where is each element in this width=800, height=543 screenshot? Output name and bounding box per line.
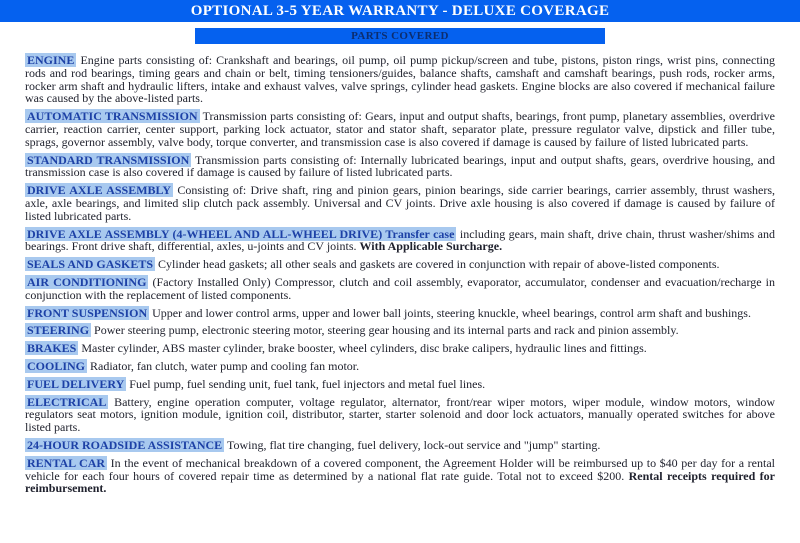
section-heading: SEALS AND GASKETS — [27, 257, 154, 272]
parts-covered-wrap — [0, 28, 800, 44]
section-automatic-transmission — [25, 110, 775, 148]
section-engine — [25, 54, 775, 105]
parts-covered-bar — [195, 28, 605, 44]
section-fuel-delivery — [25, 378, 775, 391]
section-body: Transmission parts consisting of: Internally lubricated bearings, input and output shafts, gears, overdrive housing, and transmission case is also covered if damage is caused by failure of listed lubricated parts. — [25, 152, 775, 180]
section-bold-note: With Applicable Surcharge. — [359, 239, 503, 254]
section-heading: AIR CONDITIONING — [27, 274, 147, 289]
section-drive-axle-assembly-4wd-awd — [25, 228, 775, 254]
section-body: Upper and lower control arms, upper and lower ball joints, steering knuckle, wheel bearings, control arm shaft and bushings. — [152, 305, 751, 320]
section-heading: STEERING — [27, 323, 90, 338]
section-heading: DRIVE AXLE ASSEMBLY — [27, 183, 172, 198]
section-24-hour-roadside-assistance — [25, 439, 775, 452]
warranty-title-bar — [0, 0, 800, 22]
section-body: Towing, flat tire changing, fuel delivery, lock-out service and "jump" starting. — [226, 437, 601, 452]
section-cooling — [25, 360, 775, 373]
section-front-suspension — [25, 307, 775, 320]
section-heading: DRIVE AXLE ASSEMBLY (4-WHEEL AND ALL-WHEEL DRIVE) Transfer case — [27, 226, 455, 241]
section-body: Radiator, fan clutch, water pump and cooling fan motor. — [90, 358, 360, 373]
section-heading: BRAKES — [27, 341, 77, 356]
section-body: Cylinder head gaskets; all other seals and gaskets are covered in conjunction with repair of above-listed components. — [158, 257, 720, 272]
section-air-conditioning — [25, 276, 775, 302]
section-heading: AUTOMATIC TRANSMISSION — [27, 109, 198, 124]
section-body: Consisting of: Drive shaft, ring and pinion gears, pinion bearings, side carrier bearings, carrier assembly, thrust washers, axle, axle bearings, and limited slip clutch pack assembly. Universal and CV joints. Drive axle housing is also covered if damage is caused by failure of listed lubricated parts. — [25, 183, 775, 223]
section-body: including gears, main shaft, drive chain, thrust washer/shims and bearings. Front drive shaft, differential, axles, u-joints and CV joints. — [25, 226, 775, 254]
section-heading: COOLING — [27, 358, 86, 373]
section-body: Transmission parts consisting of: Gears, input and output shafts, bearings, front pump, planetary assemblies, overdrive carrier, reaction carrier, center support, parking lock actuator, stator and stator shaft, separator plate, pressure regulator valve, dipstick and filler tube, sprags, governor assembly, valve body, torque converter, and transmission case is also covered if damage is caused by failure of listed lubricated parts. — [25, 109, 775, 149]
section-body: Fuel pump, fuel sending unit, fuel tank, fuel injectors and metal fuel lines. — [129, 376, 486, 391]
section-seals-and-gaskets — [25, 258, 775, 271]
section-body: Power steering pump, electronic steering motor, steering gear housing and its internal parts and rack and pinion assembly. — [94, 323, 679, 338]
warranty-title: OPTIONAL 3-5 YEAR WARRANTY - DELUXE COVERAGE — [190, 2, 610, 19]
section-body: In the event of mechanical breakdown of a covered component, the Agreement Holder will be reimbursed up to $40 per day for a rental vehicle for each four hours of covered repair time as determined by a national flat rate guide. Total not to exceed $200. — [25, 455, 775, 483]
section-standard-transmission — [25, 154, 775, 180]
section-steering — [25, 324, 775, 337]
coverage-sections — [0, 54, 800, 495]
parts-covered-label: PARTS COVERED — [351, 30, 449, 42]
section-body: (Factory Installed Only) Compressor, clutch and coil assembly, evaporator, accumulator, condenser and evacuation/recharge in conjunction with the replacement of listed components. — [25, 274, 775, 302]
section-heading: ENGINE — [27, 53, 75, 67]
section-heading: FRONT SUSPENSION — [27, 305, 148, 320]
section-heading: RENTAL CAR — [27, 455, 106, 470]
section-heading: ELECTRICAL — [27, 394, 107, 409]
section-rental-car — [25, 457, 775, 495]
section-bold-note: Rental receipts required for reimbursement. — [25, 468, 776, 496]
section-heading: 24-HOUR ROADSIDE ASSISTANCE — [27, 437, 223, 452]
section-body: Engine parts consisting of: Crankshaft and bearings, oil pump, oil pump pickup/screen and tube, pistons, piston rings, wrist pins, connecting rods and rod bearings, timing gears and chain or belt, timing tensioners/guides, balance shafts, camshaft and camshaft bearings, push rods, rocker arms, rocker arm shaft and hydraulic lifters, intake and exhaust valves, valve springs, cylinder head gaskets. Engine blocks are also covered if mechanical failure was caused by the above-listed parts. — [25, 53, 775, 106]
section-heading: STANDARD TRANSMISSION — [27, 152, 190, 167]
section-body: Master cylinder, ABS master cylinder, brake booster, wheel cylinders, disc brake calipers, hydraulic lines and fittings. — [81, 341, 647, 356]
section-electrical — [25, 396, 775, 434]
section-heading: FUEL DELIVERY — [27, 376, 125, 391]
section-drive-axle-assembly — [25, 184, 775, 222]
section-body: Battery, engine operation computer, voltage regulator, alternator, front/rear wiper motors, wiper module, window motors, window regulators seat motors, ignition module, ignition coil, distributor, starter, starter solenoid and door lock actuators, manually operated switches for above listed parts. — [25, 394, 775, 435]
section-brakes — [25, 342, 775, 355]
